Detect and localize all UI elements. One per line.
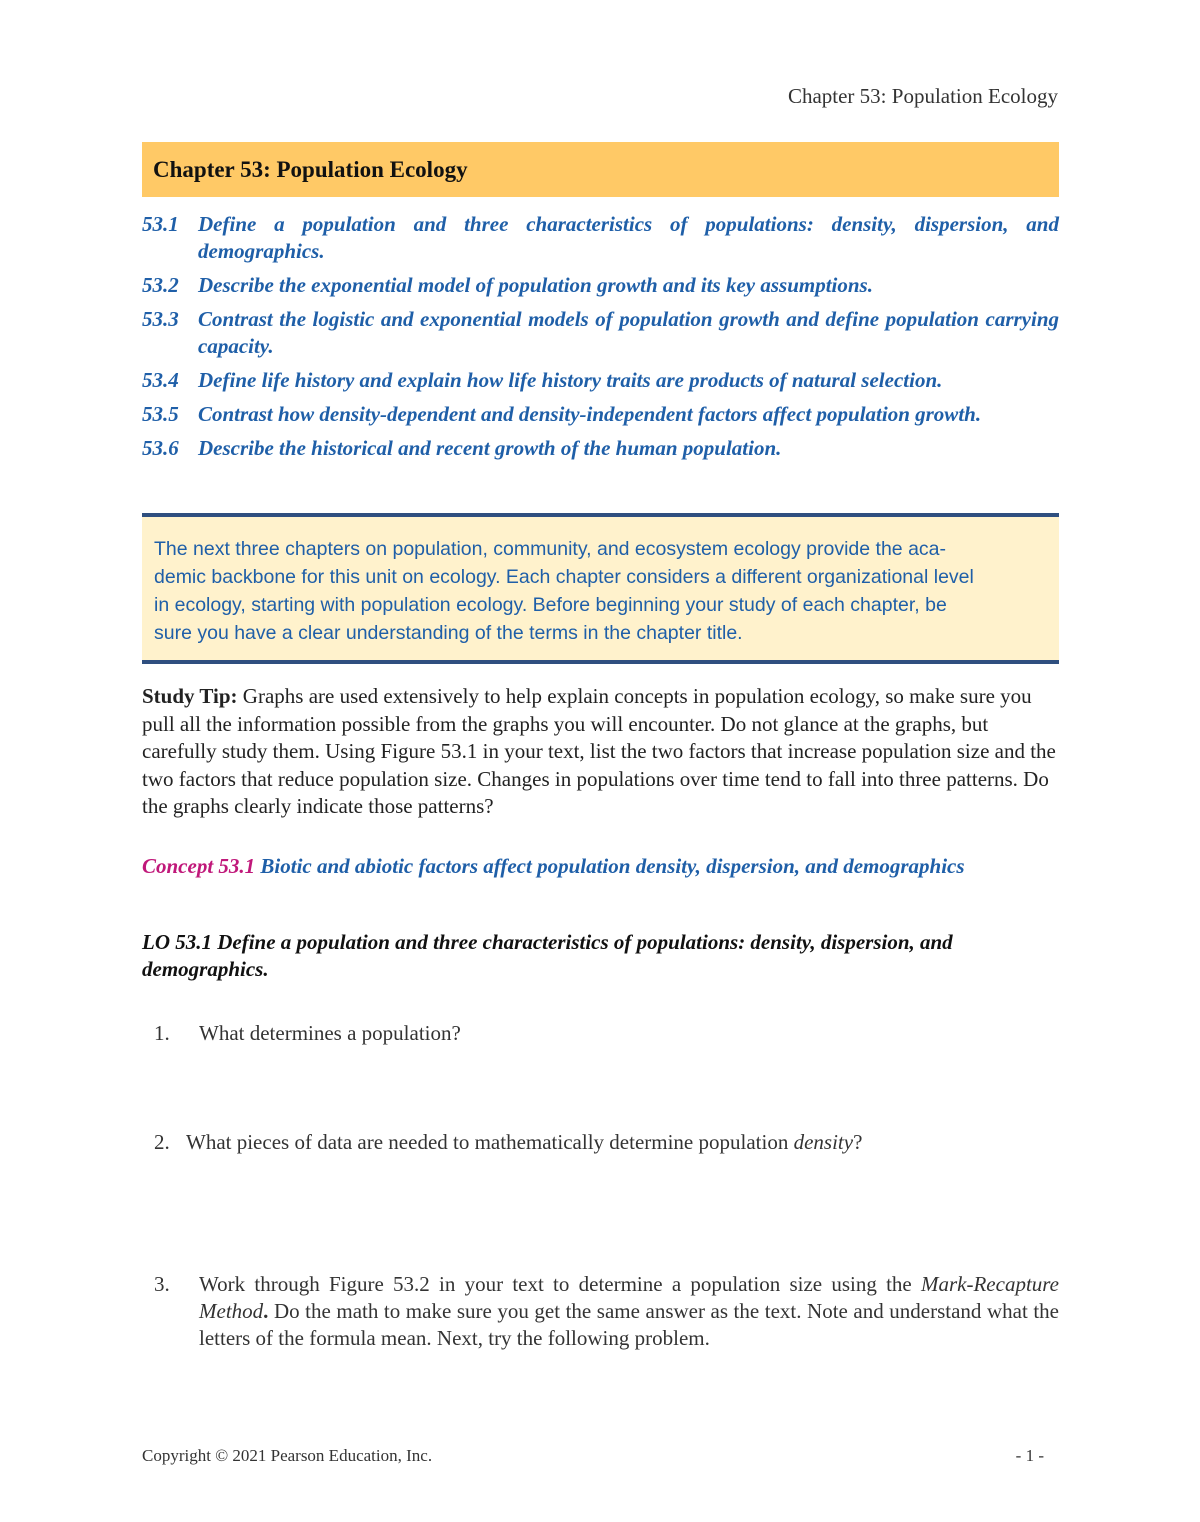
objective-number: 53.2: [142, 273, 179, 297]
learning-objectives: [142, 211, 1059, 469]
objective-item: [142, 272, 1059, 299]
concept-heading: [142, 854, 1059, 879]
question-emphasis: Mark-Recapture Method: [199, 1272, 1059, 1323]
objective-text: Describe the exponential model of population growth and its key assumptions.: [198, 273, 873, 297]
footer-copyright: Copyright © 2021 Pearson Education, Inc.: [142, 1446, 433, 1465]
study-tip: [142, 683, 1059, 821]
concept-text: Biotic and abiotic factors affect population density, dispersion, and demographics: [255, 854, 965, 878]
objective-item: [142, 306, 1059, 360]
objective-number: 53.4: [142, 368, 179, 392]
question-text-part: What pieces of data are needed to mathematically determine population: [186, 1130, 794, 1154]
intro-box: [142, 513, 1059, 664]
running-header: Chapter 53: Population Ecology: [787, 84, 1058, 108]
intro-line: demic backbone for this unit on ecology. Each chapter considers a different organizational level: [154, 566, 974, 588]
objective-number: 53.3: [142, 307, 179, 331]
objective-text: Define life history and explain how life history traits are products of natural selection.: [198, 368, 943, 392]
question-text-part: Do the math to make sure you get the same answer as the text. Note and understand what the letters of the formula mean. Next, try the following problem.: [199, 1299, 1059, 1350]
learning-objective-heading: LO 53.1 Define a population and three characteristics of populations: density, dispersion, and demographics.: [142, 930, 953, 981]
concept-label: Concept 53.1: [142, 854, 256, 878]
intro-line: in ecology, starting with population ecology. Before beginning your study of each chapter, be: [154, 594, 947, 616]
study-tip-text: Graphs are used extensively to help explain concepts in population ecology, so make sure you pull all the information possible from the graphs you will encounter. Do not glance at the graphs, but carefully study them. Using Figure 53.1 in your text, list the two factors that increase population size and the two factors that reduce population size. Changes in populations over time tend to fall into three patterns. Do the graphs clearly indicate those patterns?: [142, 684, 1056, 818]
question-number: 2.: [154, 1130, 170, 1154]
objective-item: [142, 401, 1059, 428]
question-text-part: ?: [853, 1130, 863, 1154]
question-3: [154, 1271, 1059, 1352]
objective-text: Contrast the logistic and exponential models of population growth and define population carrying capacity.: [198, 307, 1059, 358]
question-emphasis: density: [793, 1130, 854, 1154]
objective-item: [142, 211, 1059, 265]
objective-text: Describe the historical and recent growth of the human population.: [198, 436, 782, 460]
objective-number: 53.1: [142, 212, 179, 236]
objective-number: 53.6: [142, 436, 179, 460]
question-text-part: Work through Figure 53.2 in your text to determine a population size using the: [199, 1272, 921, 1296]
objective-text: Contrast how density-dependent and density-independent factors affect population growth.: [198, 402, 982, 426]
question-emphasis-punct: .: [263, 1299, 269, 1323]
footer-page-number: - 1 -: [1015, 1446, 1044, 1465]
objective-item: [142, 367, 1059, 394]
chapter-title: Chapter 53: Population Ecology: [153, 156, 468, 182]
question-text: What determines a population?: [199, 1021, 461, 1045]
objective-number: 53.5: [142, 402, 179, 426]
question-text: [186, 1129, 862, 1156]
objective-item: [142, 435, 1059, 462]
intro-line: sure you have a clear understanding of the terms in the chapter title.: [154, 622, 743, 644]
question-text: [199, 1271, 1059, 1352]
question-number: 3.: [154, 1272, 170, 1296]
question-2: [154, 1129, 1059, 1156]
question-1: [154, 1020, 1059, 1047]
question-number: 1.: [154, 1021, 170, 1045]
objective-text: Define a population and three characteristics of populations: density, dispersion, and demographics.: [198, 212, 1059, 263]
study-tip-label: Study Tip:: [142, 684, 238, 708]
chapter-title-bar: [142, 142, 1059, 197]
intro-line: The next three chapters on population, community, and ecosystem ecology provide the aca-: [154, 538, 946, 560]
